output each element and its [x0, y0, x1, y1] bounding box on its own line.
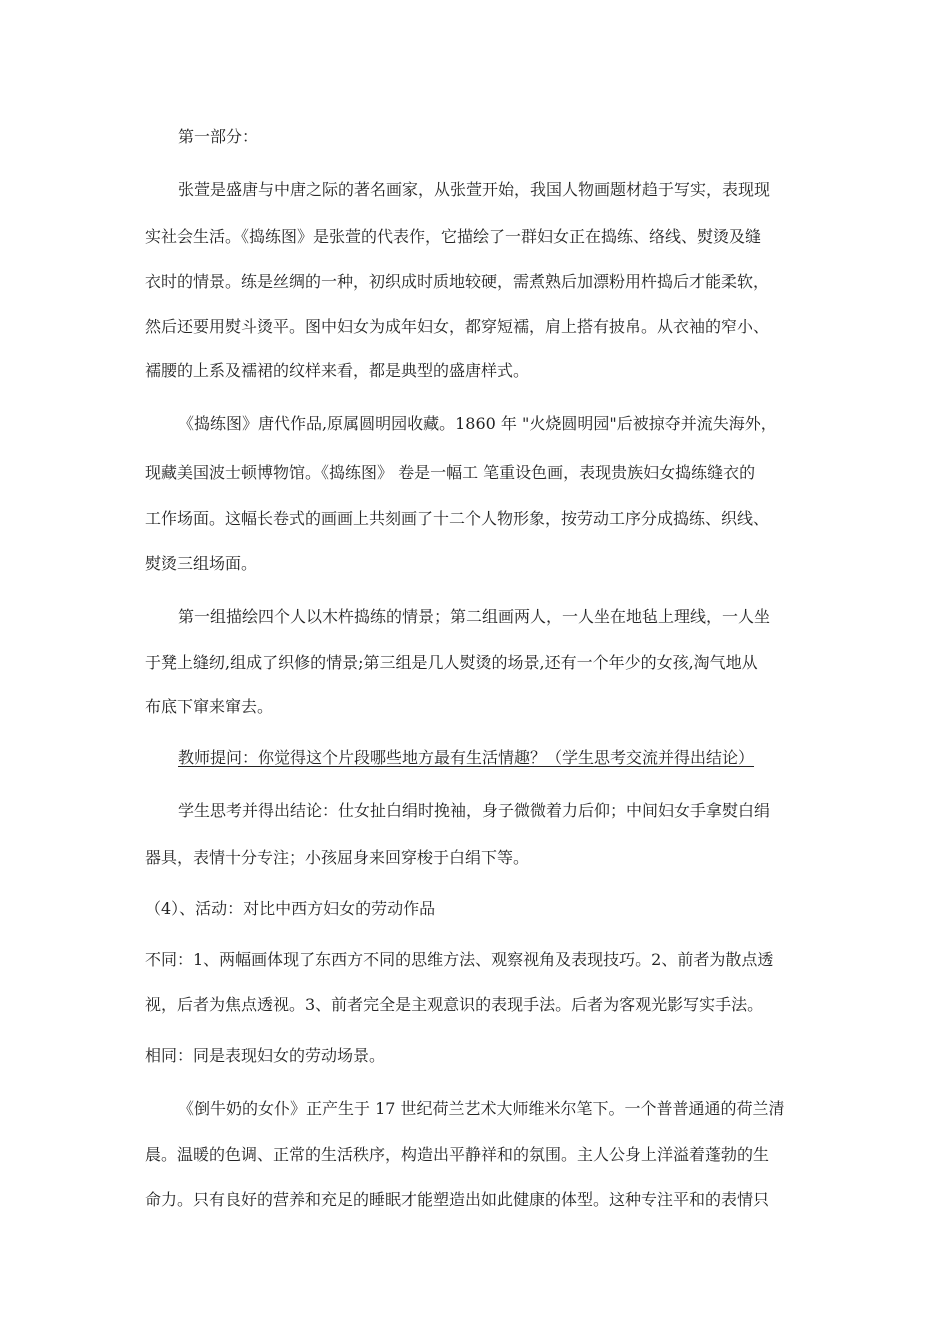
paragraph-line: 工作场面。这幅长卷式的画画上共刻画了十二个人物形象，按劳动工序分成捣练、织线、 [145, 509, 770, 528]
paragraph-line: 命力。只有良好的营养和充足的睡眠才能塑造出如此健康的体型。这种专注平和的表情只 [145, 1190, 770, 1209]
paragraph-line: 布底下窜来窜去。 [145, 697, 274, 716]
paragraph-line: 然后还要用熨斗烫平。图中妇女为成年妇女，都穿短襦，肩上搭有披帛。从衣袖的窄小、 [145, 317, 770, 336]
teacher-question: 教师提问：你觉得这个片段哪些地方最有生活情趣？（学生思考交流并得出结论） [178, 748, 755, 767]
paragraph-line: 相同：同是表现妇女的劳动场景。 [145, 1046, 386, 1065]
paragraph-line: 第一组描绘四个人以木杵捣练的情景；第二组画两人，一人坐在地毡上理线，一人坐 [178, 607, 771, 626]
section-heading: 第一部分： [178, 127, 259, 146]
paragraph-line: 器具，表情十分专注；小孩屈身来回穿梭于白绢下等。 [145, 848, 530, 867]
paragraph-line: 于凳上缝纫,组成了织修的情景;第三组是几人熨烫的场景,还有一个年少的女孩,淘气地从 [145, 653, 758, 672]
paragraph-line: 晨。温暖的色调、正常的生活秩序，构造出平静祥和的氛围。主人公身上洋溢着蓬勃的生 [145, 1145, 770, 1164]
paragraph-line: 现藏美国波士顿博物馆。《捣练图》 卷是一幅工 笔重设色画，表现贵族妇女捣练缝衣的 [145, 463, 756, 482]
paragraph-line: 张萱是盛唐与中唐之际的著名画家，从张萱开始，我国人物画题材趋于写实，表现现 [178, 180, 771, 199]
paragraph-line: 熨烫三组场面。 [145, 554, 258, 573]
paragraph-line: 实社会生活。《捣练图》是张萱的代表作，它描绘了一群妇女正在捣练、络线、熨烫及缝 [145, 227, 762, 246]
activity-heading: （4）、活动：对比中西方妇女的劳动作品 [145, 899, 436, 918]
paragraph-line: 《倒牛奶的女仆》正产生于 17 世纪荷兰艺术大师维米尔笔下。一个普普通通的荷兰清 [178, 1099, 785, 1118]
paragraph-line: 视，后者为焦点透视。3、前者完全是主观意识的表现手法。后者为客观光影写实手法。 [145, 995, 764, 1014]
paragraph-line: 衣时的情景。练是丝绸的一种，初织成时质地较硬，需煮熟后加漂粉用杵捣后才能柔软， [145, 272, 770, 291]
paragraph-line: 《捣练图》唐代作品,原属圆明园收藏。1860 年 "火烧圆明园"后被掠夺并流失海外， [178, 414, 777, 433]
paragraph-line: 襦腰的上系及襦裙的纹样来看，都是典型的盛唐样式。 [145, 361, 530, 380]
paragraph-line: 不同：1、两幅画体现了东西方不同的思维方法、观察视角及表现技巧。2、前者为散点透 [145, 950, 774, 969]
paragraph-line: 学生思考并得出结论：仕女扯白绢时挽袖，身子微微着力后仰；中间妇女手拿熨白绢 [178, 801, 771, 820]
